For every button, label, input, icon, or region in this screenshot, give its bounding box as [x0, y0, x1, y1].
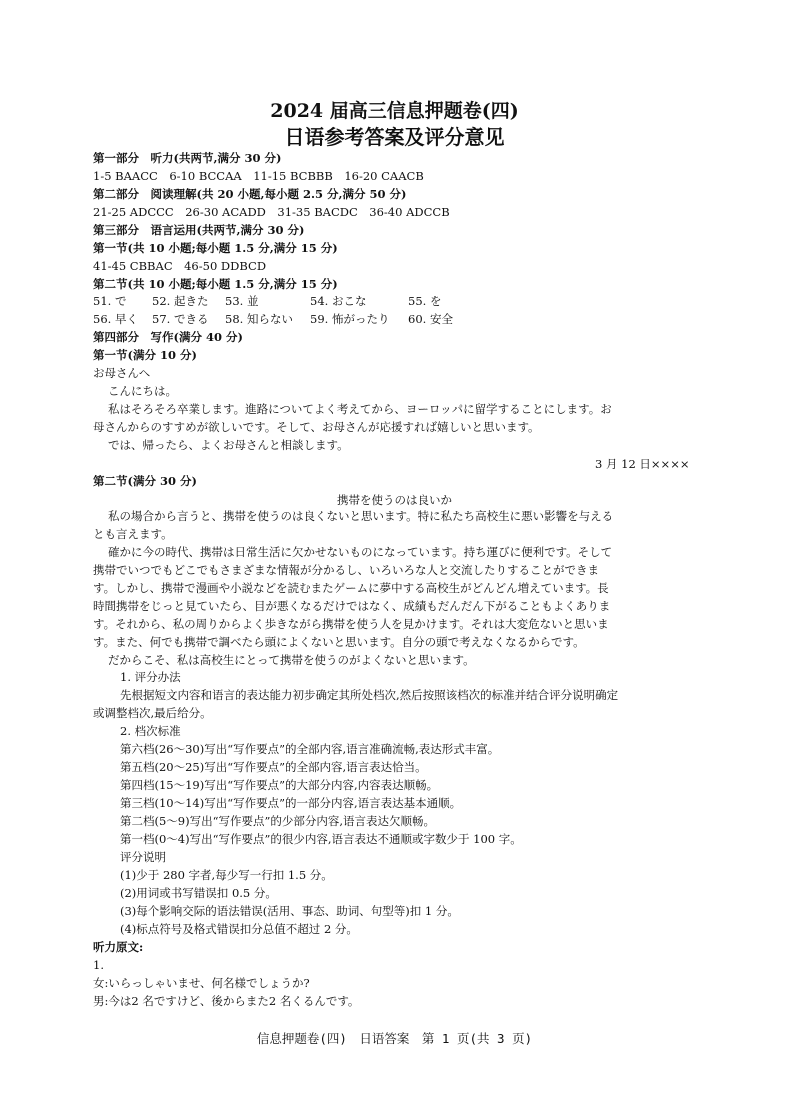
fill-answer: 53. 並: [225, 294, 259, 308]
fill-row-1: [93, 294, 441, 308]
letter-line: お母さんへ: [93, 366, 151, 380]
letter-line: こんにちは。: [108, 384, 177, 398]
essay-line: す。それから、私の周りからよく歩きながら携帯を使う人を見かけます。それは大変危ないと思いま: [93, 617, 609, 631]
fill-answer: 51. で: [93, 294, 127, 308]
scoring-line: 第四档(15～19)写出“写作要点”的大部分内容,内容表达顺畅。: [120, 778, 439, 792]
fill-answer: 59. 怖がったり: [310, 312, 390, 326]
essay-line: す。しかし、携帯で漫画や小説などを読むまたゲームに夢中する高校生がどんどん増えています。長: [93, 581, 609, 595]
letter-line: では、帰ったら、よくお母さんと相談します。: [108, 438, 349, 452]
scoring-line: 评分说明: [120, 850, 166, 864]
letter-line: 母さんからのすすめが欲しいです。そして、お母さんが応援すれば嬉しいと思います。: [93, 420, 540, 434]
scoring-line: 先根据短文内容和语言的表达能力初步确定其所处档次,然后按照该档次的标准并结合评分说明确定: [120, 688, 619, 702]
fill-row-2: [93, 312, 453, 326]
part3-sec1-heading: 第一节(共 10 小题;每小题 1.5 分,满分 15 分): [93, 241, 338, 255]
scoring-line: 第五档(20～25)写出“写作要点”的全部内容,语言表达恰当。: [120, 760, 427, 774]
scoring-line: 第一档(0～4)写出“写作要点”的很少内容,语言表达不通顺或字数少于 100 字。: [120, 832, 522, 846]
scoring-line: 或调整档次,最后给分。: [93, 706, 212, 720]
essay-line: とも言えます。: [93, 527, 173, 541]
part3-sec1-answers: 41-45 CBBAC 46-50 DDBCD: [93, 259, 267, 273]
exam-title: 2024 届高三信息押题卷(四): [270, 100, 519, 122]
listening-heading: 听力原文:: [93, 940, 144, 954]
fill-answer: 58. 知らない: [225, 312, 293, 326]
scoring-line: 第三档(10～14)写出“写作要点”的一部分内容,语言表达基本通顺。: [120, 796, 462, 810]
listening-line: 男:今は2 名ですけど、後からまた2 名くるんです。: [93, 994, 360, 1008]
part1-answers: 1-5 BAACC 6-10 BCCAA 11-15 BCBBB 16-20 CAACB: [93, 169, 424, 183]
part2-heading: 第二部分 阅读理解(共 20 小题,每小题 2.5 分,满分 50 分): [93, 187, 407, 201]
scoring-line: 1. 评分办法: [120, 670, 181, 684]
part3-heading: 第三部分 语言运用(共两节,满分 30 分): [93, 223, 305, 237]
essay-line: 私の場合から言うと、携帯を使うのは良くないと思います。特に私たち高校生に悪い影響を与える: [108, 509, 614, 523]
part1-heading: 第一部分 听力(共两节,满分 30 分): [93, 151, 282, 165]
listening-number: 1.: [93, 958, 104, 972]
scoring-line: (3)每个影响交际的语法错误(活用、事态、助词、句型等)扣 1 分。: [120, 904, 459, 918]
fill-answer: 54. おこな: [310, 294, 367, 308]
fill-answer: 52. 起きた: [152, 294, 209, 308]
essay-line: だからこそ、私は高校生にとって携帯を使うのがよくないと思います。: [108, 653, 475, 667]
part4-sec1-heading: 第一节(满分 10 分): [93, 348, 197, 362]
essay-line: す。また、何でも携帯で調べたら頭によくないと思います。自分の頭で考えなくなるからです。: [93, 635, 585, 649]
fill-answer: 60. 安全: [408, 312, 453, 326]
scoring-line: 第二档(5～9)写出“写作要点”的少部分内容,语言表达欠顺畅。: [120, 814, 436, 828]
essay-line: 携帯でいつでもどこでもさまざまな情報が分かるし、いろいろな人と交流したりすることができま: [93, 563, 599, 577]
listening-line: 女:いらっしゃいませ、何名様でしょうか?: [93, 976, 310, 990]
part4-sec2-heading: 第二节(满分 30 分): [93, 474, 197, 488]
scoring-line: 2. 档次标准: [120, 724, 181, 738]
part4-heading: 第四部分 写作(满分 40 分): [93, 330, 243, 344]
answer-key-title: 日语参考答案及评分意见: [284, 125, 505, 149]
scoring-line: (1)少于 280 字者,每少写一行扣 1.5 分。: [120, 868, 333, 882]
scoring-line: 第六档(26～30)写出“写作要点”的全部内容,语言准确流畅,表达形式丰富。: [120, 742, 500, 756]
essay-line: 確かに今の時代、携帯は日常生活に欠かせないものになっています。持ち運びに便利です。そして: [108, 545, 613, 559]
scoring-line: (2)用词或书写错误扣 0.5 分。: [120, 886, 277, 900]
fill-answer: 56. 早く: [93, 312, 138, 326]
letter-line: 私はそろそろ卒業します。進路についてよく考えてから、ヨーロッパに留学することにします。お: [108, 402, 612, 416]
part3-sec2-heading: 第二节(共 10 小题;每小题 1.5 分,满分 15 分): [93, 277, 338, 291]
part2-answers: 21-25 ADCCC 26-30 ACADD 31-35 BACDC 36-40 ADCCB: [93, 205, 450, 219]
essay-line: 時間携帯をじっと見ていたら、目が悪くなるだけではなく、成績もだんだん下がることもよくありま: [93, 599, 611, 613]
letter-date: 3 月 12 日××××: [595, 457, 690, 471]
fill-answer: 55. を: [408, 294, 442, 308]
page-footer: 信息押题卷(四) 日语答案 第 1 页(共 3 页): [256, 1031, 533, 1046]
scoring-line: (4)标点符号及格式错误扣分总值不超过 2 分。: [120, 922, 358, 936]
fill-answer: 57. できる: [152, 312, 209, 326]
essay-title: 携帯を使うのは良いか: [337, 493, 452, 507]
